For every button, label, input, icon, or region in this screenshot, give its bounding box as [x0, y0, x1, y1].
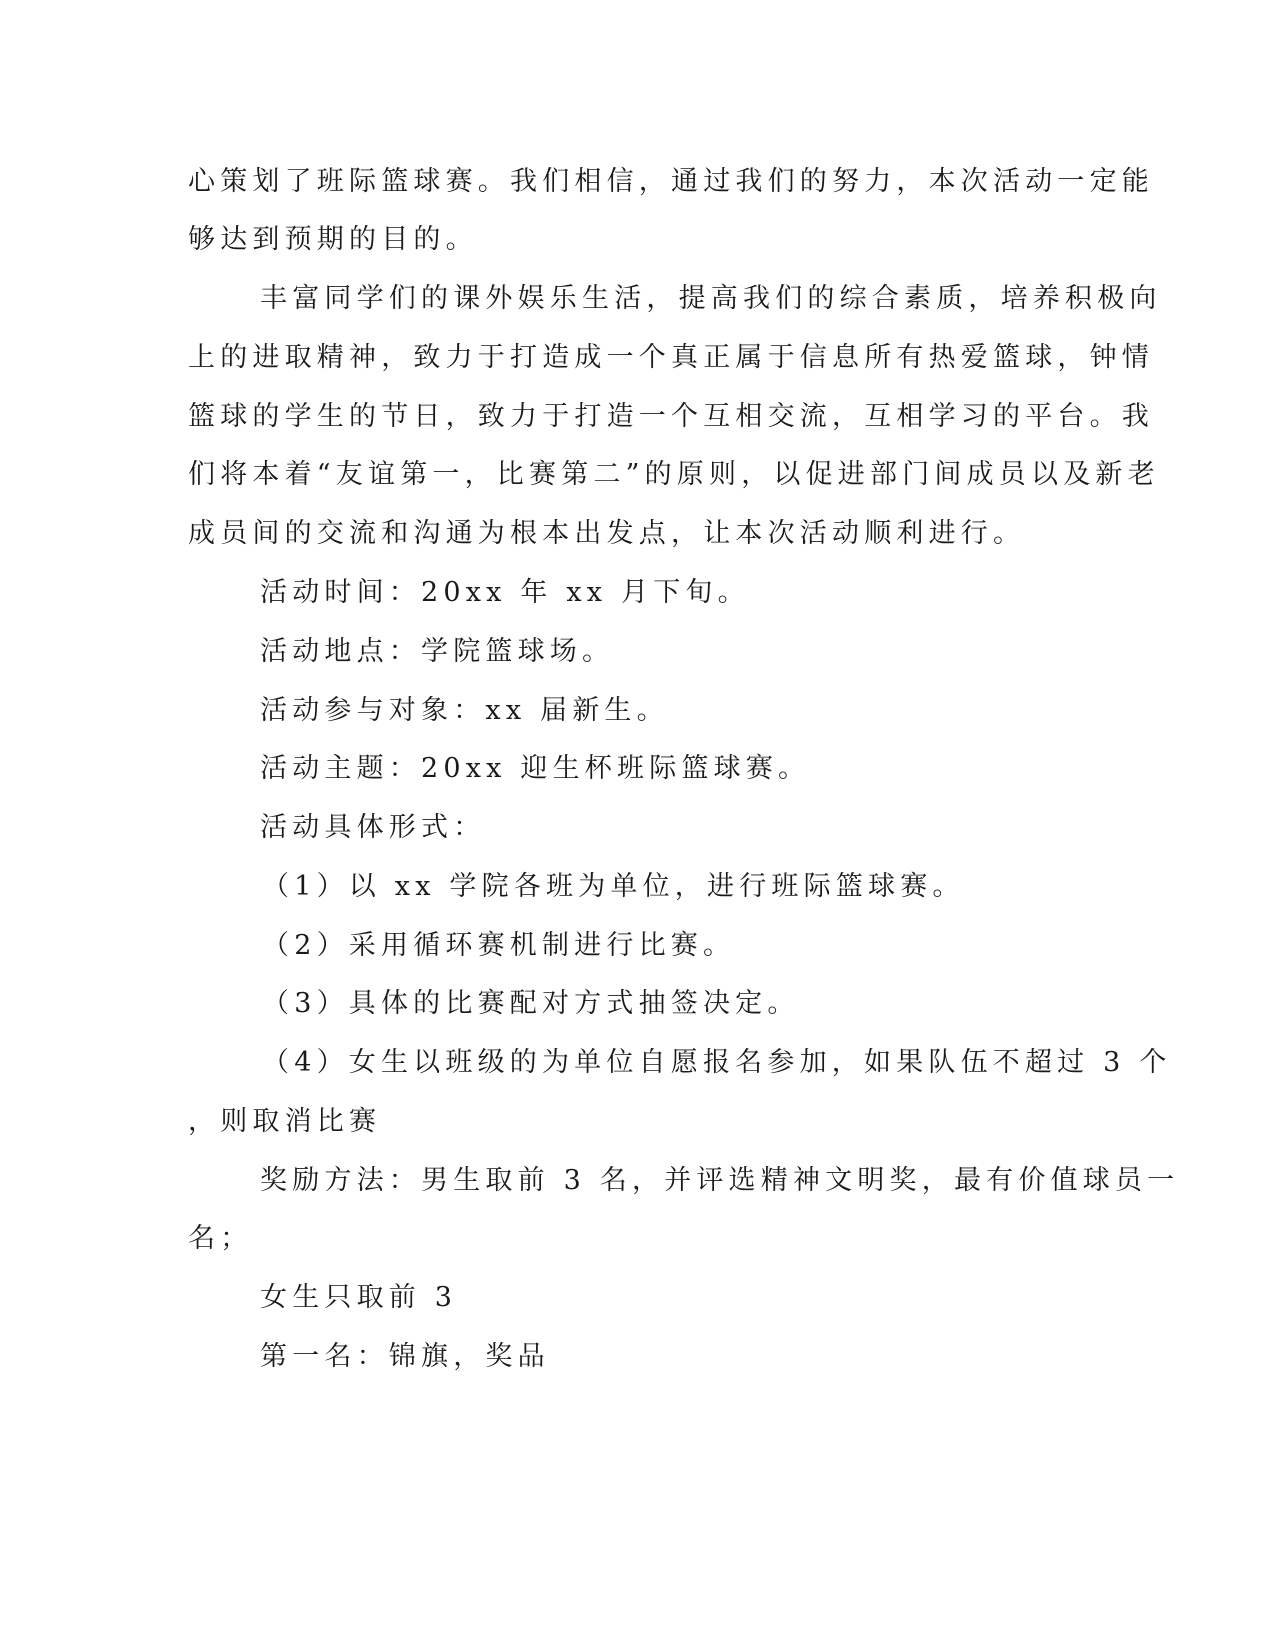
reward-method-continued: 名；	[188, 1223, 253, 1254]
format-item-3: （3）具体的比赛配对方式抽签决定。	[262, 988, 800, 1019]
activity-location: 活动地点：学院篮球场。	[260, 636, 615, 667]
reward-women: 女生只取前 3	[260, 1282, 458, 1313]
activity-time: 活动时间：20xx 年 xx 月下旬。	[260, 577, 750, 608]
format-item-1: （1）以 xx 学院各班为单位，进行班际篮球赛。	[262, 871, 965, 902]
body-text-line: 们将本着“友谊第一，比赛第二”的原则，以促进部门间成员以及新老	[188, 459, 1160, 490]
body-text-line: 上的进取精神，致力于打造成一个真正属于信息所有热爱篮球，钟情	[188, 342, 1154, 373]
format-item-4: （4）女生以班级的为单位自愿报名参加，如果队伍不超过 3 个	[262, 1047, 1172, 1078]
body-text-line: 成员间的交流和沟通为根本出发点，让本次活动顺利进行。	[188, 518, 1026, 549]
activity-theme: 活动主题：20xx 迎生杯班际篮球赛。	[260, 753, 811, 784]
format-item-2: （2）采用循环赛机制进行比赛。	[262, 930, 736, 961]
reward-first-place: 第一名：锦旗，奖品	[260, 1341, 550, 1372]
reward-method: 奖励方法：男生取前 3 名，并评选精神文明奖，最有价值球员一	[260, 1165, 1180, 1196]
body-text-line: 篮球的学生的节日，致力于打造一个互相交流，互相学习的平台。我	[188, 401, 1154, 432]
body-text-line: 够达到预期的目的。	[188, 224, 478, 255]
activity-participants: 活动参与对象：xx 届新生。	[260, 695, 669, 726]
paragraph-first-line: 丰富同学们的课外娱乐生活，提高我们的综合素质，培养积极向	[260, 283, 1162, 314]
body-text-line: 心策划了班际篮球赛。我们相信，通过我们的努力，本次活动一定能	[188, 166, 1154, 197]
activity-format-heading: 活动具体形式：	[260, 812, 486, 843]
format-item-4-continued: ，则取消比赛	[188, 1106, 382, 1137]
